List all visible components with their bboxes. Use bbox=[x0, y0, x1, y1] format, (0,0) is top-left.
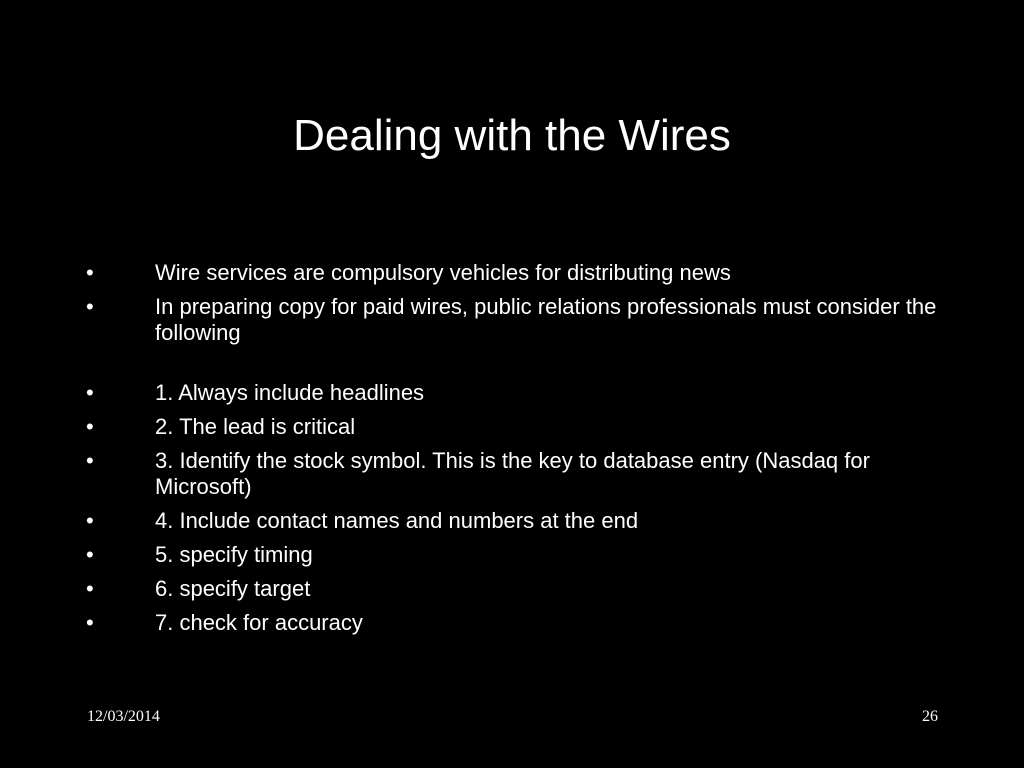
bullet-item bbox=[86, 414, 946, 440]
bullet-icon: • bbox=[86, 542, 94, 567]
bullet-item bbox=[86, 294, 946, 346]
bullet-item bbox=[86, 542, 946, 568]
bullet-item bbox=[86, 260, 946, 286]
bullet-text: 3. Identify the stock symbol. This is the key to database entry (Nasdaq for Microsoft) bbox=[155, 448, 870, 499]
bullet-item bbox=[86, 448, 946, 500]
bullet-text: 1. Always include headlines bbox=[155, 380, 425, 405]
bullet-icon: • bbox=[86, 414, 94, 439]
bullet-item bbox=[86, 610, 946, 636]
bullet-icon: • bbox=[86, 448, 94, 473]
bullet-icon: • bbox=[86, 576, 94, 601]
bullet-icon: • bbox=[86, 508, 94, 533]
bullet-text: 7. check for accuracy bbox=[155, 610, 363, 635]
bullet-icon: • bbox=[86, 294, 94, 319]
bullet-list bbox=[86, 260, 946, 644]
bullet-icon: • bbox=[86, 260, 94, 285]
bullet-text: Wire services are compulsory vehicles for distributing news bbox=[155, 260, 731, 285]
bullet-text: 5. specify timing bbox=[155, 542, 313, 567]
bullet-item bbox=[86, 576, 946, 602]
bullet-text: In preparing copy for paid wires, public relations professionals must consider the following bbox=[155, 294, 937, 345]
slide-title: Dealing with the Wires bbox=[293, 111, 731, 160]
bullet-text: 4. Include contact names and numbers at the end bbox=[155, 508, 639, 533]
bullet-item bbox=[86, 508, 946, 534]
page-number: 26 bbox=[922, 708, 938, 725]
bullet-item bbox=[86, 380, 946, 406]
bullet-text: 2. The lead is critical bbox=[155, 414, 356, 439]
bullet-text: 6. specify target bbox=[155, 576, 311, 601]
footer-date: 12/03/2014 bbox=[87, 708, 160, 725]
bullet-icon: • bbox=[86, 610, 94, 635]
bullet-icon: • bbox=[86, 380, 94, 405]
